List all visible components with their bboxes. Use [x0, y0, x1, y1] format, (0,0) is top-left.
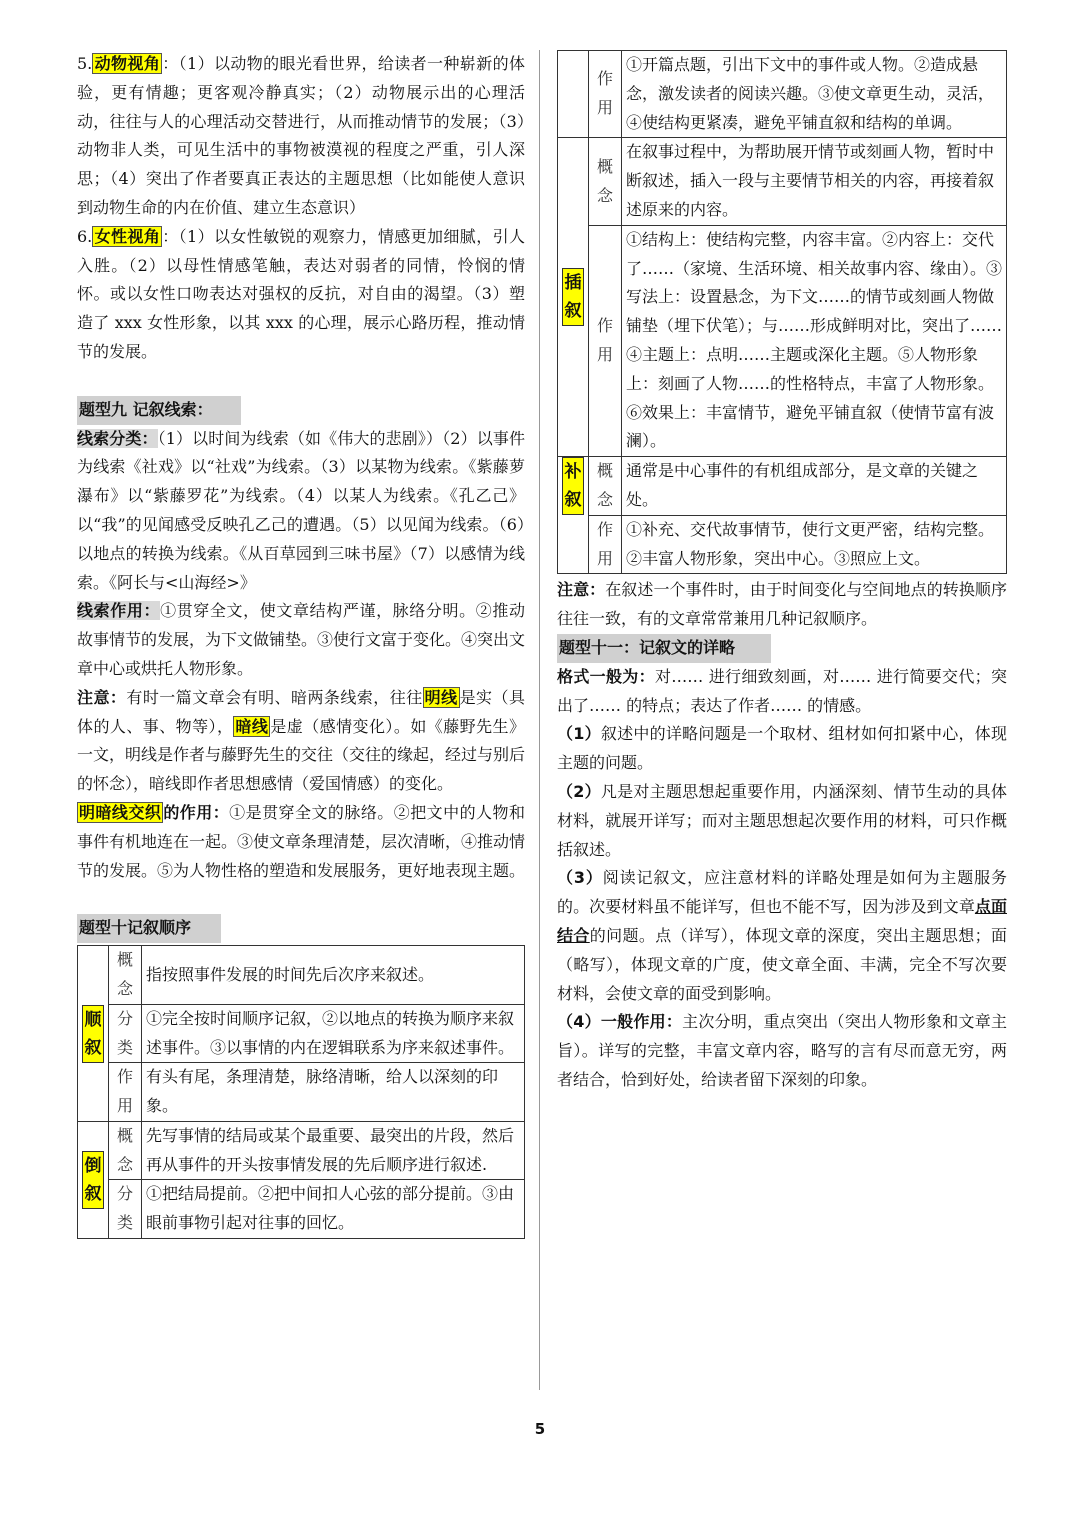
cell-bu [558, 457, 589, 574]
heading-type-9: 题型九 记叙线索： [77, 396, 241, 425]
cell-text: 先写事情的结局或某个最重要、最突出的片段，然后再从事件的开头按事情发展的先后顺序进行叙述. [142, 1121, 525, 1180]
heading-type-10: 题型十记叙顺序 [77, 914, 221, 943]
label-concept: 概念 [109, 1121, 142, 1180]
label-concept: 概念 [109, 946, 142, 1005]
cell-text: ①开篇点题，引出下文中的事件或人物。②造成悬念，激发读者的阅读兴趣。③使文章更生动，灵活，④使结构更紧凑，避免平铺直叙和结构的单调。 [622, 51, 1007, 138]
paragraph-text: ：（1）以动物的眼光看世界，给读者一种崭新的体验，更有情趣；更客观冷静真实；（2）动物展示出的心理活动，往往与人的心理活动交替进行，从而推动情节的发展；（3）动物非人类，可见生活中的事物被漠视的程度之严重，引人深思；（4）突出了作者要真正表达的主题思想（比如能使人意识到动物生命的内在价值、建立生态意识） [77, 54, 525, 217]
cell-text: 通常是中心事件的有机组成部分，是文章的关键之处。 [622, 457, 1007, 516]
paragraph-clue-use [77, 597, 525, 683]
cell-dao [78, 1121, 109, 1238]
paragraph-text: （1）以时间为线索（如《伟大的悲剧》）（2）以事件为线索《社戏》以“社戏”为线索。（3）以某物为线索。《紫藤萝瀑布》以“紫藤罗花”为线索。（4）以某人为线索。《孔乙己》以“我”的见闻感受反映孔乙己的遭遇。（5）以见闻为线索。（6）以地点的转换为线索。《从百草园到三味书屋》（7）以感情为线索。《阿长与<山海经>》 [77, 428, 525, 592]
kind-bu: 补叙 [562, 457, 584, 515]
label-use: 作用 [589, 515, 622, 574]
paragraph-female-view [77, 223, 525, 367]
tag-ming-line: 明线 [424, 687, 458, 707]
label-clue-class: 线索分类： [77, 428, 158, 448]
kind-cha: 插叙 [562, 268, 584, 326]
column-divider [539, 50, 540, 1390]
cell-text: 指按照事件发展的时间先后次序来叙述。 [142, 946, 525, 1005]
paragraph-text: ：（1）以女性敏锐的观察力，情感更加细腻，引人入胜。（2）以母性情感笔触，表达对弱者的同情，怜悯的情怀。或以女性口吻表达对强权的反抗，对自由的渴望。（3）塑造了 xxx 女性形象，以其 xxx 的心理，展示心路历程，推动情节的发展。 [77, 226, 525, 361]
label-note: 注意： [557, 580, 606, 600]
label-use: 作用 [589, 225, 622, 456]
tag-cross-lines: 明暗线交织 [79, 802, 162, 822]
tag-female-view: 女性视角 [94, 226, 161, 246]
cell-cha [558, 138, 589, 457]
paragraph-format: 格式一般为：对…… 进行细致刻画，对…… 进行简要交代；突出了…… 的特点；表达了作者…… 的情感。 [557, 666, 1007, 715]
cell-text: 有头有尾，条理清楚，脉络清晰，给人以深刻的印象。 [142, 1063, 525, 1122]
cell-text: ①完全按时间顺序记叙，②以地点的转换为顺序来叙述事件。③以事情的内在逻辑联系为序来叙述事件。 [142, 1004, 525, 1063]
label-concept: 概念 [589, 457, 622, 516]
label-class: 分类 [109, 1180, 142, 1239]
label-format: 格式一般为： [557, 666, 655, 686]
paragraph-clue-class [77, 425, 525, 598]
cell-dao-continued [558, 51, 589, 138]
heading-type-11: 题型十一：记叙文的详略 [557, 634, 771, 663]
right-column [557, 50, 1007, 1095]
cell-text: ①结构上：使结构完整，内容丰富。②内容上：交代了……（家境、生活环境、相关故事内容、缘由）。③写法上：设置悬念，为下文……的情节或刻画人物做铺垫（埋下伏笔）；与……形成鲜明对比，突出了……④主题上：点明……主题或深化主题。⑤人物形象上：刻画了人物……的性格特点，丰富了人物形象。⑥效果上：丰富情节，避免平铺直叙（使情节富有波澜）。 [622, 225, 1007, 456]
cell-shun [78, 946, 109, 1122]
tag-animal-view: 动物视角 [94, 54, 161, 73]
narrative-order-table-right [557, 50, 1007, 574]
cell-text: ①补充、交代故事情节，使行文更严密，结构完整。②丰富人物形象，突出中心。③照应上文。 [622, 515, 1007, 574]
paragraph-note: 注意：有时一篇文章会有明、暗两条线索，往往 明线 是实（具体的人、事、物等）， 暗线 是虚（感情变化）。如《藤野先生》一文，明线是作者与藤野先生的交往（交往的缘起，经过与别后的怀念），暗线即作者思想感情（爱国情感）的变化。 [77, 687, 526, 794]
paragraph-cross-lines: 明暗线交织 的作用：①是贯穿全文的脉络。②把文中的人物和事件有机地连在一起。③使文章条理清楚，层次清晰，④推动情节的发展。⑤为人物性格的塑造和发展服务，更好地表现主题。 [77, 802, 526, 880]
kind-shun: 顺叙 [82, 1005, 104, 1063]
label-clue-use: 线索作用： [77, 601, 161, 621]
paragraph-text: ①贯穿全文，使文章结构严谨，脉络分明。②推动故事情节的发展，为下文做铺垫。③使行文富于变化。④突出文章中心或烘托人物形象。 [77, 601, 526, 678]
paragraph-item-2: （2）凡是对主题思想起重要作用，内涵深刻、情节生动的具体材料，就展开详写；而对主题思想起次要作用的材料，可只作概括叙述。 [557, 781, 1007, 859]
paragraph-note-order: 注意：在叙述一个事件时，由于时间变化与空间地点的转换顺序往往一致，有的文章常常兼用几种记叙顺序。 [557, 580, 1007, 629]
item-number: 5. [77, 54, 93, 73]
label-use: 作用 [589, 51, 622, 138]
label-class: 分类 [109, 1004, 142, 1063]
cell-text: 在叙事过程中，为帮助展开情节或刻画人物，暂时中断叙述，插入一段与主要情节相关的内容，再接着叙述原来的内容。 [622, 138, 1007, 225]
paragraph-item-1: （1）叙述中的详略问题是一个取材、组材如何扣紧中心，体现主题的问题。 [557, 724, 1007, 773]
paragraph-animal-view [77, 50, 525, 223]
label-concept: 概念 [589, 138, 622, 225]
label-use: 作用 [109, 1063, 142, 1122]
left-column [77, 50, 525, 1239]
cell-text: ①把结局提前。②把中间扣人心弦的部分提前。③由眼前事物引起对往事的回忆。 [142, 1180, 525, 1239]
tag-an-line: 暗线 [235, 716, 269, 736]
paragraph-item-3: （3）阅读记叙文，应注意材料的详略处理是如何为主题服务的。次要材料虽不能详写，但也不能不写，因为涉及到文章点面结合的问题。点（详写），体现文章的深度，突出主题思想；面（略写），体现文章的广度，使文章全面、丰满，完全不写次要材料，会使文章的面受到影响。 [557, 868, 1007, 1003]
paragraph-item-4: （4）一般作用：主次分明，重点突出（突出人物形象和文章主旨）。详写的完整，丰富文章内容，略写的言有尽而意无穷，两者结合，恰到好处，给读者留下深刻的印象。 [557, 1012, 1007, 1089]
page-number: 5 [534, 1420, 546, 1438]
label-note: 注意： [77, 687, 127, 707]
item-number: 6. [77, 226, 93, 246]
narrative-order-table-left [77, 945, 525, 1239]
kind-dao: 倒叙 [82, 1151, 104, 1209]
key-point-surface: 点面结合 [557, 897, 1007, 945]
